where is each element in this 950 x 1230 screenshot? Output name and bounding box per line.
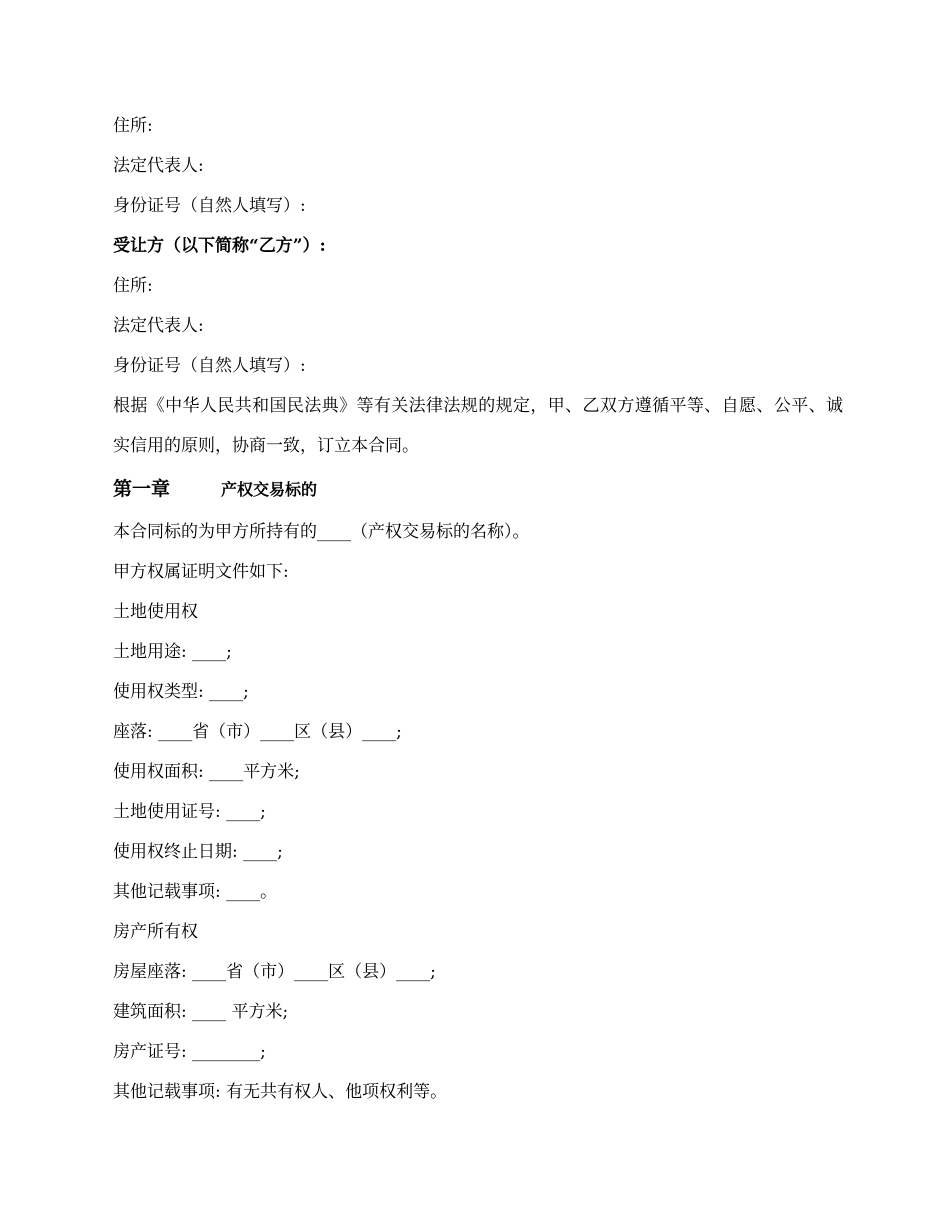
chapter-number: 第一章 [113, 478, 171, 500]
land-other-field: 其他记载事项: ____。 [113, 882, 278, 902]
house-section-heading: 房产所有权 [113, 922, 198, 942]
land-area-field: 使用权面积: ____平方米; [113, 762, 300, 782]
chapter-title: 产权交易标的 [221, 480, 318, 499]
transferor-address-label: 住所: [113, 116, 153, 136]
chapter-heading [113, 466, 843, 512]
transferor-representative-label: 法定代表人: [113, 156, 204, 176]
transferee-heading: 受让方（以下简称“乙方”）: [113, 236, 326, 256]
land-use-field: 土地用途: ____; [113, 642, 232, 662]
subject-line: 本合同标的为甲方所持有的____（产权交易标的名称）。 [113, 522, 530, 542]
transferee-address-label: 住所: [113, 276, 153, 296]
transferee-representative-label: 法定代表人: [113, 316, 204, 336]
land-section-heading: 土地使用权 [113, 602, 198, 622]
document-body [113, 106, 843, 1112]
land-end-date-field: 使用权终止日期: ____; [113, 842, 283, 862]
land-right-type-field: 使用权类型: ____; [113, 682, 249, 702]
house-other-field: 其他记载事项: 有无共有权人、他项权利等。 [113, 1082, 448, 1102]
land-location-field: 座落: ____省（市）____区（县）____; [113, 722, 402, 742]
transferee-id-label: 身份证号（自然人填写）: [113, 356, 306, 376]
preamble-paragraph: 根据《中华人民共和国民法典》等有关法律法规的规定，甲、乙双方遵循平等、自愿、公平、诚实信用的原则，协商一致，订立本合同。 [113, 396, 843, 456]
house-area-field: 建筑面积: ____ 平方米; [113, 1002, 289, 1022]
ownership-docs-line: 甲方权属证明文件如下: [113, 562, 289, 582]
house-location-field: 房屋座落: ____省（市）____区（县）____; [113, 962, 436, 982]
land-cert-number-field: 土地使用证号: ____; [113, 802, 266, 822]
transferor-id-label: 身份证号（自然人填写）: [113, 196, 306, 216]
house-cert-number-field: 房产证号: ________; [113, 1042, 266, 1062]
